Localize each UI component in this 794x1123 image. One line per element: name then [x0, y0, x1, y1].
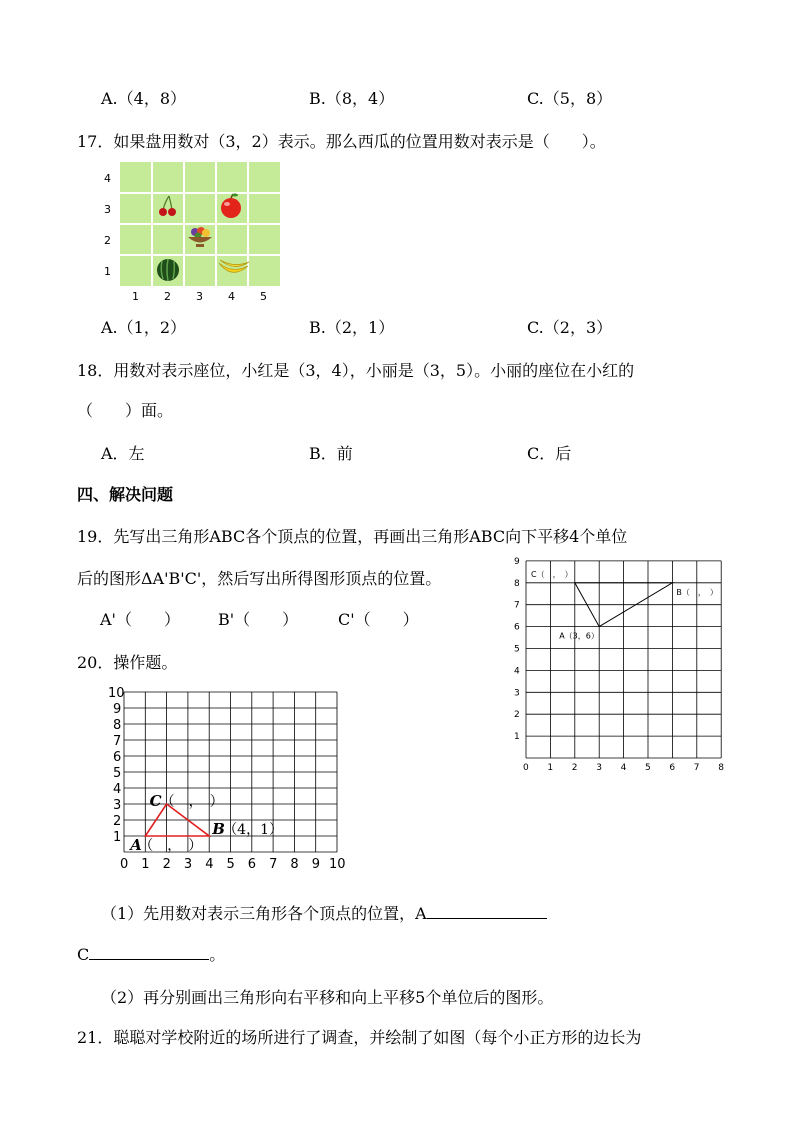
q19-answer-a[interactable]: A'（ ）	[100, 610, 180, 629]
q16-option-a[interactable]: A.（4，8）	[101, 89, 187, 108]
q19-x-tick-label: 2	[571, 763, 578, 773]
q20-x-tick-label: 5	[226, 857, 235, 872]
q18-option-a[interactable]: A．左	[101, 444, 145, 463]
q19-y-tick-label: 6	[514, 622, 520, 633]
section-title: 四、解决问题	[77, 485, 174, 504]
q20-sub1-c-label: C	[77, 945, 90, 964]
q20-sub1-end: 。	[209, 945, 226, 964]
q19-x-tick-label: 0	[523, 763, 529, 773]
q19-y-tick-label: 2	[514, 710, 520, 721]
q17-x-label-2: 2	[164, 290, 171, 303]
q17-x-label-4: 4	[228, 290, 235, 303]
q19-answer-c[interactable]: C'（ ）	[338, 610, 419, 629]
q20-point-a-coord[interactable]: （ ， ）	[139, 838, 203, 854]
q16-option-c[interactable]: C.（5，8）	[527, 89, 613, 108]
q20-x-tick-label: 10	[329, 857, 346, 872]
q19-x-tick-label: 3	[596, 763, 602, 773]
q20-point-c-label: C	[149, 792, 162, 810]
q20-y-tick-label: 2	[113, 814, 122, 829]
q17-y-label-4: 4	[104, 172, 111, 185]
q19-x-tick-label: 4	[620, 763, 627, 773]
q19-line1: 19．先写出三角形ABC各个顶点的位置，再画出三角形ABC向下平移4个单位	[77, 527, 628, 546]
q18-option-b[interactable]: B．前	[309, 444, 353, 463]
watermelon-icon	[157, 259, 179, 281]
q17-x-label-5: 5	[260, 290, 267, 303]
q19-label-c: C（ ， ）	[531, 569, 573, 579]
q17-y-label-2: 2	[104, 234, 111, 247]
q20-y-tick-label: 1	[113, 830, 122, 845]
q19-answer-b[interactable]: B'（ ）	[218, 610, 299, 629]
q18-question-line1: 18．用数对表示座位，小红是（3，4），小丽是（3，5）。小丽的座位在小红的	[77, 361, 635, 380]
q19-label-b: B（ ， ）	[676, 587, 718, 597]
q20-y-tick-label: 3	[113, 798, 122, 813]
q17-y-label-1: 1	[104, 265, 111, 278]
q20-y-tick-label: 4	[113, 782, 122, 797]
q17-question: 17．如果盘用数对（3，2）表示。那么西瓜的位置用数对表示是（ ）。	[77, 132, 606, 151]
q18-question-line2: （ ）面。	[77, 401, 174, 420]
q20-x-tick-label: 6	[247, 857, 257, 872]
q20-sub1-line2	[77, 942, 225, 965]
q19-line2: 后的图形ΔA'B'C'，然后写出所得图形顶点的位置。	[77, 569, 442, 588]
q17-option-c[interactable]: C.（2，3）	[527, 318, 613, 337]
q17-x-label-1: 1	[132, 290, 139, 303]
q17-y-label-3: 3	[104, 203, 111, 216]
q19-x-tick-label: 8	[718, 763, 724, 773]
q17-x-label-3: 3	[196, 290, 203, 303]
q19-y-tick-label: 4	[514, 666, 520, 677]
q20-sub1-text: （1）先用数对表示三角形各个顶点的位置，A	[101, 904, 427, 923]
q20-x-tick-label: 1	[141, 857, 150, 872]
q20-point-b-label: B	[212, 820, 225, 838]
q20-x-tick-label: 9	[311, 857, 320, 872]
q20-x-tick-label: 3	[183, 857, 193, 872]
q19-y-tick-label: 8	[514, 578, 520, 589]
q20-y-tick-label: 8	[113, 718, 122, 733]
q20-answer-c-blank[interactable]	[89, 943, 209, 960]
q20-x-tick-label: 0	[120, 857, 129, 872]
q17-option-b[interactable]: B.（2，1）	[309, 318, 395, 337]
q20-point-c-coord[interactable]: （ ， ）	[160, 794, 224, 810]
q20-answer-a-blank[interactable]	[427, 902, 547, 919]
q17-grid-figure	[92, 160, 292, 306]
q19-x-tick-label: 1	[547, 763, 554, 773]
q19-y-tick-label: 7	[514, 600, 520, 611]
q20-x-tick-label: 2	[162, 857, 171, 872]
q17-option-a[interactable]: A.（1，2）	[101, 318, 187, 337]
q19-y-tick-label: 3	[514, 688, 520, 699]
q20-y-tick-label: 6	[113, 750, 122, 765]
q20-sub2: （2）再分别画出三角形向右平移和向上平移5个单位后的图形。	[101, 988, 554, 1007]
q18-option-c[interactable]: C．后	[527, 444, 572, 463]
q19-coordinate-grid	[500, 556, 740, 778]
q20-point-a-label: A	[130, 836, 142, 854]
q16-option-b[interactable]: B.（8，4）	[309, 89, 395, 108]
q19-x-tick-label: 5	[645, 763, 651, 773]
q19-label-a: A（3，6）	[559, 631, 599, 641]
q19-y-tick-label: 1	[514, 732, 520, 743]
q20-sub1	[101, 901, 547, 924]
q19-x-tick-label: 6	[669, 763, 676, 773]
q20-point-b-coord: （4，1）	[223, 822, 284, 838]
q21-line1: 21．聪聪对学校附近的场所进行了调查，并绘制了如图（每个小正方形的边长为	[77, 1028, 642, 1047]
q20-x-tick-label: 7	[269, 857, 278, 872]
q20-y-tick-label: 7	[113, 734, 122, 749]
q20-x-tick-label: 8	[290, 857, 299, 872]
q20-x-tick-label: 4	[205, 857, 214, 872]
q19-x-tick-label: 7	[693, 763, 700, 773]
q19-y-tick-label: 9	[514, 556, 520, 567]
q20-coordinate-grid	[108, 682, 368, 892]
q19-y-tick-label: 5	[514, 644, 520, 655]
q20-y-tick-label: 9	[113, 702, 122, 717]
q20-title: 20．操作题。	[77, 653, 178, 672]
q20-y-tick-label: 5	[113, 766, 122, 781]
q20-y-tick-label: 10	[108, 686, 125, 701]
